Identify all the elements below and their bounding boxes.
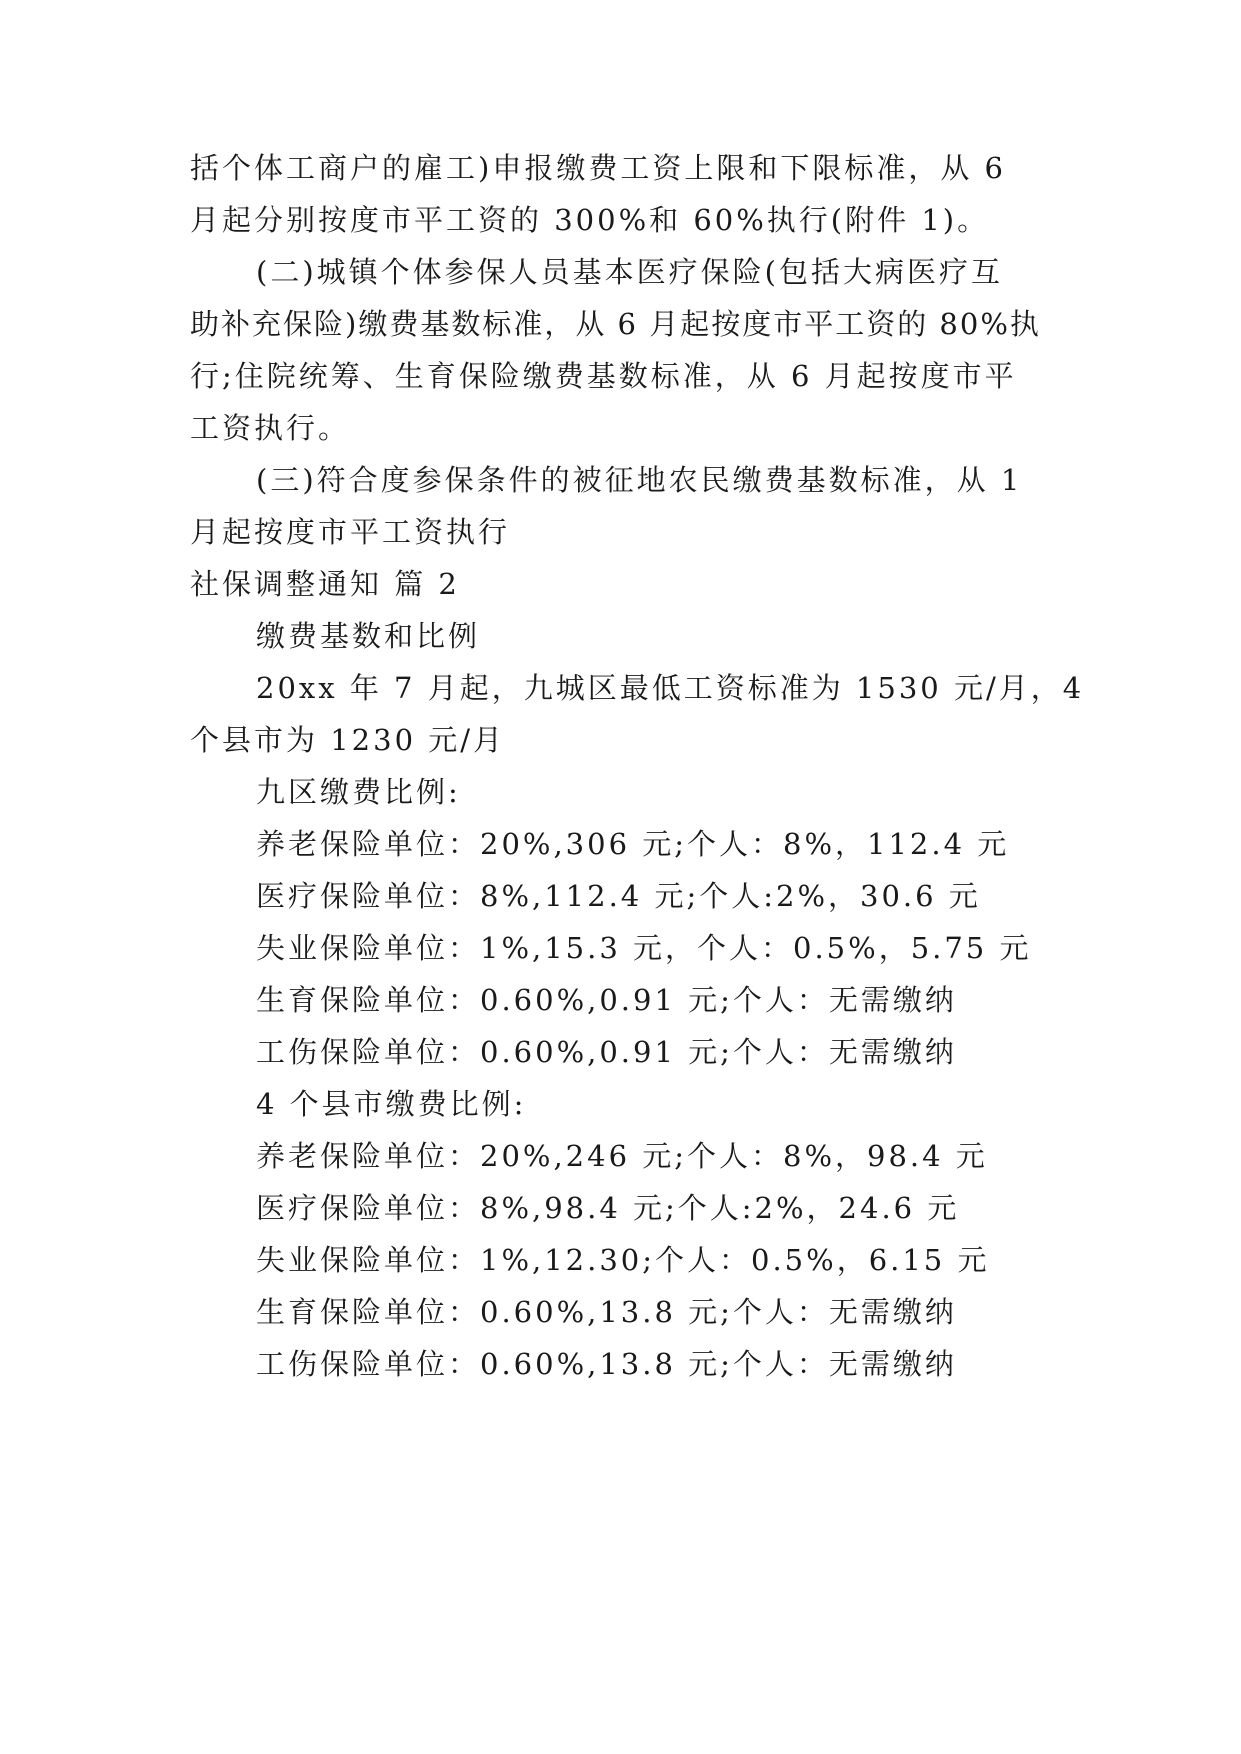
- paragraph-line: (二)城镇个体参保人员基本医疗保险(包括大病医疗互: [256, 255, 1003, 289]
- paragraph-line: 养老保险单位：20%,306 元;个人：8%，112.4 元: [256, 827, 1010, 861]
- paragraph-line: 失业保险单位：1%,15.3 元，个人：0.5%，5.75 元: [256, 931, 1032, 965]
- paragraph-line: 缴费基数和比例: [256, 619, 481, 653]
- paragraph-line: 月起分别按度市平工资的 300%和 60%执行(附件 1)。: [190, 203, 990, 237]
- paragraph-line: 医疗保险单位：8%,98.4 元;个人:2%，24.6 元: [256, 1191, 960, 1225]
- paragraph-line: 失业保险单位：1%,12.30;个人：0.5%，6.15 元: [256, 1243, 990, 1277]
- paragraph-line: 助补充保险)缴费基数标准，从 6 月起按度市平工资的 80%执: [190, 307, 1041, 341]
- paragraph-line: 生育保险单位：0.60%,0.91 元;个人：无需缴纳: [256, 983, 957, 1017]
- section-heading: 社保调整通知 篇 2: [190, 567, 460, 601]
- paragraph-line: 工伤保险单位：0.60%,0.91 元;个人：无需缴纳: [256, 1035, 957, 1069]
- paragraph-line: 括个体工商户的雇工)申报缴费工资上限和下限标准，从 6: [190, 151, 1006, 185]
- paragraph-line: 医疗保险单位：8%,112.4 元;个人:2%，30.6 元: [256, 879, 981, 913]
- paragraph-line: 工资执行。: [190, 411, 351, 445]
- paragraph-line: 生育保险单位：0.60%,13.8 元;个人：无需缴纳: [256, 1295, 957, 1329]
- paragraph-line: 20xx 年 7 月起，九城区最低工资标准为 1530 元/月，4: [256, 671, 1085, 705]
- paragraph-line: (三)符合度参保条件的被征地农民缴费基数标准，从 1: [256, 463, 1023, 497]
- paragraph-line: 行;住院统筹、生育保险缴费基数标准，从 6 月起按度市平: [190, 359, 1017, 393]
- paragraph-line: 工伤保险单位：0.60%,13.8 元;个人：无需缴纳: [256, 1347, 957, 1381]
- paragraph-line: 月起按度市平工资执行: [190, 515, 511, 549]
- paragraph-line: 养老保险单位：20%,246 元;个人：8%，98.4 元: [256, 1139, 988, 1173]
- paragraph-line: 4 个县市缴费比例:: [256, 1087, 527, 1121]
- paragraph-line: 个县市为 1230 元/月: [190, 723, 506, 757]
- paragraph-line: 九区缴费比例:: [256, 775, 461, 809]
